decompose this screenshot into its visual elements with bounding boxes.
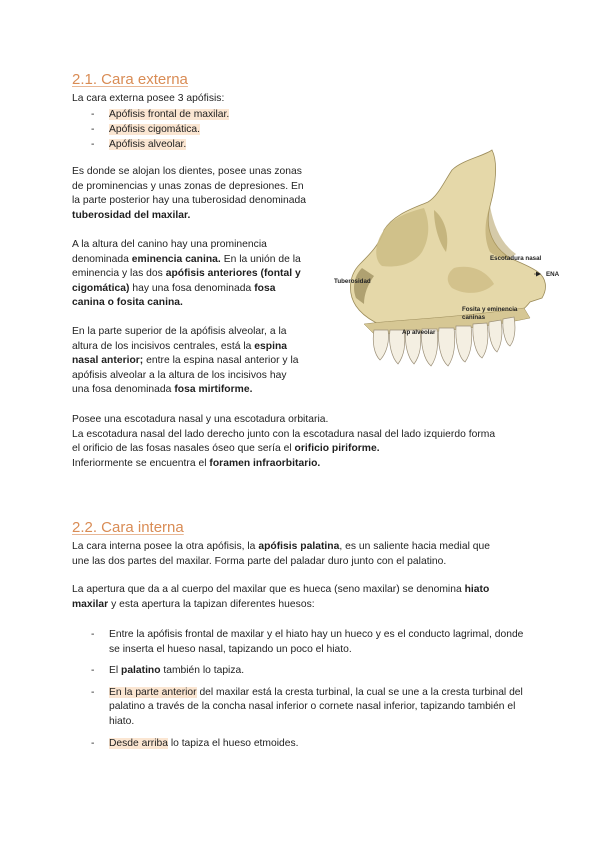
section-heading-cara-interna: 2.2. Cara interna	[72, 519, 184, 536]
apofisis-list	[91, 107, 229, 152]
label-fosita-1: Fosita y eminencia	[462, 306, 518, 313]
paragraph-dientes: Es donde se alojan los dientes, posee unas zonas de prominencias y unas zonas de depresiones. En la parte posterior hay una tuberosidad denominada tuberosidad del maxilar.	[72, 166, 306, 221]
paragraph-espina-nasal: En la parte superior de la apófisis alveolar, a la altura de los incisivos centrales, está la espina nasal anterior; entre la espina nasal anterior y la apófisis alveolar a la altura de los incisivos hay una fosa denominada fosa mirtiforme.	[72, 326, 299, 395]
list-item: - El palatino también lo tapiza.	[91, 665, 245, 677]
list-item: - Apófisis cigomática.	[91, 124, 200, 135]
hiato-list	[91, 628, 531, 758]
paragraph-escotadura: Posee una escotadura nasal y una escotadura orbitaria. La escotadura nasal del lado derecho junto con la escotadura nasal del lado izquierdo forma el orificio de las fosas nasales óseo que sería el orificio piriforme. Inferiormente se encuentra el foramen infraorbitario.	[72, 414, 496, 469]
label-ap-alveolar: Ap alveolar	[402, 329, 436, 336]
paragraph-apofisis-palatina: La cara interna posee la otra apófisis, la apófisis palatina, es un saliente hacia medial que une las dos partes del maxilar. Forma parte del paladar duro junto con el palatino.	[72, 541, 490, 567]
section-heading-cara-externa: 2.1. Cara externa	[72, 71, 188, 88]
label-tuberosidad: Tuberosidad	[334, 278, 371, 285]
label-ena: ENA	[546, 271, 560, 278]
label-escotadura-nasal: Escotadura nasal	[490, 255, 542, 262]
list-item: - Apófisis frontal de maxilar.	[91, 109, 230, 120]
label-fosita-2: caninas	[462, 314, 486, 321]
list-item: - Apófisis alveolar.	[91, 139, 187, 150]
maxilla-illustration	[334, 148, 560, 376]
intro-text: La cara externa posee 3 apófisis:	[72, 93, 225, 104]
list-item: - Desde arriba lo tapiza el hueso etmoides.	[91, 737, 299, 749]
list-item: - En la parte anterior del maxilar está la cresta turbinal, la cual se une a la cresta turbinal del palatino a través de la concha nasal inferior o cornete nasal inferior, tapizando también el hiato.	[91, 686, 523, 727]
maxilla-drawing	[334, 148, 560, 376]
list-item: - Entre la apófisis frontal de maxilar y el hiato hay un hueco y es el conducto lagrimal, donde se inserta el hueso nasal, tapizando un poco el hiato.	[91, 629, 524, 655]
paragraph-hiato-maxilar: La apertura que da a al cuerpo del maxilar que es hueca (seno maxilar) se denomina hiato maxilar y esta apertura la tapizan diferentes huesos:	[72, 584, 490, 610]
paragraph-eminencia: A la altura del canino hay una prominencia denominada eminencia canina. En la unión de la eminencia y las dos apófisis anteriores (fontal y cigomática) hay una fosa denominada fosa canina o fosita canina.	[72, 239, 301, 308]
